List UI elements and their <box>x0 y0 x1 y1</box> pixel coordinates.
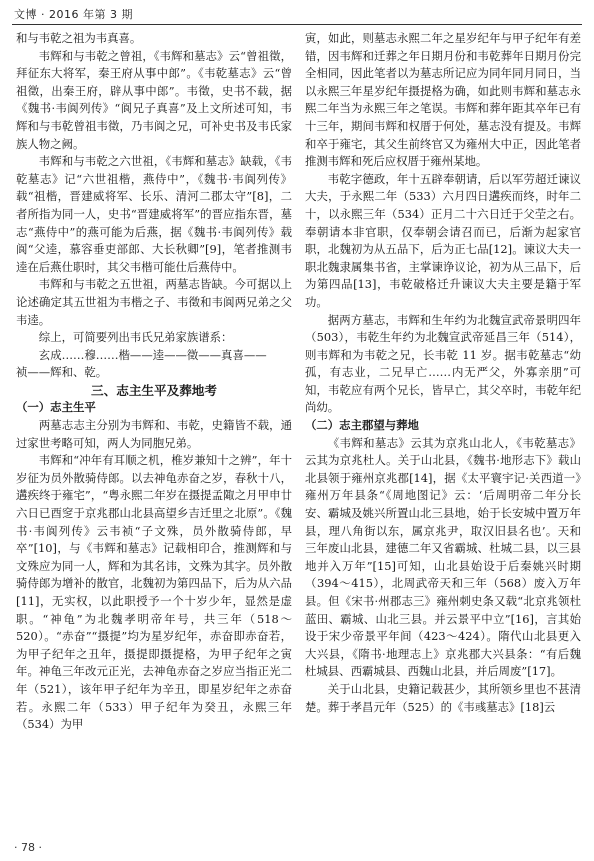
page-number: · 78 · <box>14 841 42 854</box>
right-column <box>305 30 581 838</box>
lineage-line: 祯——辉和、乾。 <box>16 365 108 380</box>
subsection-title: （二）志主郡望与葬地 <box>305 418 419 433</box>
section-title: 三、志主生平及葬地考 <box>91 382 217 398</box>
paragraph: 综上，可简要列出韦氏兄弟家族谱系： <box>38 330 233 345</box>
paragraph: 关于山北县，史籍记载甚少，其所领乡里也不甚清楚。葬于孝昌元年（525）的《韦彧墓志》[18]云 <box>305 681 581 714</box>
header-rule <box>12 24 582 25</box>
paragraph: 寅，如此，则墓志永熙二年之星岁纪年与甲子纪年有差错，因韦辉和迁葬之年日期月份和韦乾葬年日期月份完全相同，因此笔者以为墓志所记应为同年同月同日，当以永熙三年星岁纪年摄提格为确，如此则韦辉和墓志永熙二年当为永熙三年之笔误。韦辉和葬年距其卒年已有十三年，期间韦辉和权厝于何处，墓志没有提及。韦辉和卒于雍宅，其父生前终官又为雍州大中正，因此笔者推测韦辉和死后应权厝于雍州某地。 <box>305 31 581 169</box>
paragraph: 据两方墓志，韦辉和生年约为北魏宣武帝景明四年（503），韦乾生年约为北魏宣武帝延昌三年（514），则韦辉和为韦乾之兄，长韦乾 11 岁。据韦乾墓志“幼孤，有志业，二兄早亡……内无严父，外寡亲朋”可知，韦乾应有两个兄长，皆早亡，其父卒时，韦乾年纪尚幼。 <box>305 312 581 415</box>
journal-header: 文博 · 2016 年第 3 期 <box>14 8 133 21</box>
paragraph: 韦辉和与韦乾之六世祖，《韦辉和墓志》缺载，《韦乾墓志》记“六世祖楷，燕侍中”，《魏书·韦阆列传》载“祖楷，晋建威将军、长乐、清河二郡太守”[8]，二者所指为同一人，史书“晋建威将军”的晋应指东晋，墓志“燕侍中”的燕可能为后燕，据《魏书·韦阆列传》载阆“父逵，慕容垂吏部郎、大长秋卿”[9]，笔者推测韦逵在后燕仕职时，其父韦楷可能仕后燕侍中。 <box>16 154 292 274</box>
paragraph: 韦辉和与韦乾之五世祖，两墓志皆缺。今可据以上论述确定其五世祖为韦楷之子、韦徵和韦阆两兄弟之父韦逵。 <box>16 277 292 327</box>
paragraph: 和与韦乾之祖为韦真喜。 <box>16 31 142 45</box>
paragraph: 韦辉和与韦乾之曾祖，《韦辉和墓志》云“曾祖徵，拜征东大将军，秦王府从事中郎”。《韦乾墓志》云“曾祖徵，出秦王府，辟从事中郎”。韦徵，史书不载，据《魏书·韦阆列传》“阆兄子真喜”及上文所述可知，韦辉和与韦乾曾祖韦徵，乃韦阆之兄，可补史书及韦氏家族人物之阙。 <box>16 48 292 151</box>
paragraph: 《韦辉和墓志》云其为京兆山北人，《韦乾墓志》云其为京兆杜人。关于山北县，《魏书·地形志下》载山北县领于雍州京兆郡[14]，据《太平寰宇记·关西道一》雍州万年县条“《周地图记》云：‘后周明帝二年分长安、霸城及姚兴所置山北三县地，始于长安城中置万年县，理八角街以东，属京兆尹，取汉旧县名也’。天和三年废山北县，建德二年又省霸城、杜城二县，以三县地并入万年”[15]可知，山北县始设于后秦姚兴时期（394～415），北周武帝天和三年（568）废入万年县。但《宋书·州郡志三》雍州刺史条又载“北京兆领杜蓝田、霸城、山北三县。并云景平中立”[16]，言其始设于宋少帝景平年间（423～424）。隋代山北县更入大兴县，《隋书·地理志上》京兆郡大兴县条：“有后魏杜城县、西霸城县、西魏山北县，并后周废”[17]。 <box>305 435 581 679</box>
subsection-title: （一）志主生平 <box>16 400 96 415</box>
paragraph: 韦辉和“冲年有耳顺之机，椎岁兼知十之辨”，年十岁征为员外散骑侍郎。以去神龟赤奋之岁，春秋十八，遘疾终于雍宅”，“粤永熙二年岁在摄提孟陬之月甲申廿六日已酉窆于京兆郡山北县高望乡吉迁里之北原”。《魏书·韦阆列传》云韦祯“子文殊，员外散骑侍郎，早卒”[10]，与《韦辉和墓志》记载相印合，推测辉和与文殊应为同一人，辉和为其名讳，文殊为其字。员外散骑侍郎为增补的散官，北魏初为第四品下，后为从六品[11]，无实权，以此职授予一个十岁少年，显然是虚职。“神龟”为北魏孝明帝年号，共三年（518～520）。“赤奋”“摄提”均为星岁纪年，赤奋即赤奋若，为甲子纪年之丑年，摄提即摄提格，为甲子纪年之寅年。神龟三年改元正光，去神龟赤奋之岁应当指正光二年（521），该年甲子纪年为辛丑，即星岁纪年之赤奋若。永熙二年（533）甲子纪年为癸丑，永熙三年（534）为甲 <box>16 453 292 732</box>
lineage-line: 玄成……穆……楷——逵——徵——真喜—— <box>38 347 267 362</box>
paragraph: 两墓志志主分别为韦辉和、韦乾，史籍皆不载，通过家世考略可知，两人为同胞兄弟。 <box>16 418 292 450</box>
paragraph: 韦乾字德政，年十五辟奉朝请，后以军劳超迁谏议大夫，于永熙二年（533）六月四日遘疾而终，时年二十，以永熙三年（534）正月二十六日迁于父茔之右。奉朝请本非官职，仅奉朝会请召而已，后渐为起家官职，北魏初为从五品下，后为正七品[12]。谏议大夫一职北魏隶属集书省，主掌谏诤议论，初为从三品下，后为第四品[13]，韦乾破格迁升谏议大夫主要是籍于军功。 <box>305 171 581 309</box>
left-column <box>16 30 292 838</box>
